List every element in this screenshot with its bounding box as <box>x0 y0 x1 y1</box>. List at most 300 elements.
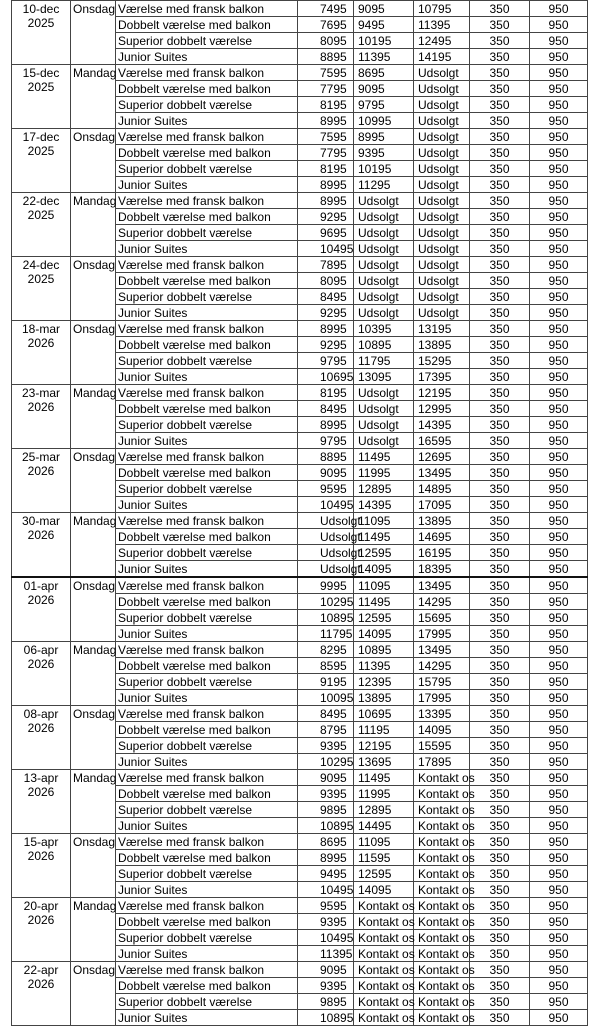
price-col-2: Udsolgt <box>354 385 414 401</box>
supplement-col-2: 950 <box>530 898 588 914</box>
price-col-3: 10795 <box>414 1 470 17</box>
supplement-col-2: 950 <box>530 33 588 49</box>
supplement-col-2: 950 <box>530 449 588 465</box>
price-col-1: 9995 <box>298 577 354 594</box>
supplement-col-1: 350 <box>470 337 530 353</box>
supplement-col-2: 950 <box>530 658 588 674</box>
departure-date: 23-mar <box>21 386 60 400</box>
departure-year: 2025 <box>27 144 55 158</box>
departure-date-cell <box>12 513 71 578</box>
price-col-3: 17395 <box>414 369 470 385</box>
price-col-3: Kontakt os <box>414 994 470 1010</box>
supplement-col-1: 350 <box>470 770 530 786</box>
room-type: Dobbelt værelse med balkon <box>116 337 298 353</box>
departure-date: 13-apr <box>23 771 59 785</box>
price-col-1: 9795 <box>298 353 354 369</box>
supplement-col-1: 350 <box>470 882 530 898</box>
supplement-col-1: 350 <box>470 225 530 241</box>
price-col-3: Kontakt os <box>414 850 470 866</box>
departure-date: 25-mar <box>21 450 60 464</box>
supplement-col-1: 350 <box>470 449 530 465</box>
price-col-1: 7595 <box>298 65 354 81</box>
price-col-1: 8095 <box>298 33 354 49</box>
supplement-col-1: 350 <box>470 481 530 497</box>
supplement-col-1: 350 <box>470 898 530 914</box>
supplement-col-2: 950 <box>530 642 588 658</box>
price-col-1: 10095 <box>298 690 354 706</box>
departure-date-cell <box>12 65 71 129</box>
room-type: Junior Suites <box>116 561 298 578</box>
supplement-col-2: 950 <box>530 802 588 818</box>
supplement-col-2: 950 <box>530 1 588 17</box>
price-col-2: Udsolgt <box>354 401 414 417</box>
price-col-1: 9395 <box>298 786 354 802</box>
price-col-2: 14095 <box>354 882 414 898</box>
supplement-col-2: 950 <box>530 754 588 770</box>
price-col-2: Kontakt os <box>354 946 414 962</box>
departure-weekday: Onsdag <box>71 962 116 1026</box>
supplement-col-1: 350 <box>470 930 530 946</box>
supplement-col-1: 350 <box>470 738 530 754</box>
departure-weekday: Mandag <box>71 193 116 257</box>
price-col-2: 12195 <box>354 738 414 754</box>
room-type: Værelse med fransk balkon <box>116 193 298 209</box>
departure-date-cell <box>12 321 71 385</box>
price-col-3: Kontakt os <box>414 786 470 802</box>
price-col-1: 8095 <box>298 273 354 289</box>
supplement-col-1: 350 <box>470 994 530 1010</box>
price-col-1: 10895 <box>298 1010 354 1026</box>
price-col-1: 9095 <box>298 465 354 481</box>
departure-year: 2025 <box>27 16 55 30</box>
room-type: Junior Suites <box>116 818 298 834</box>
price-col-2: Kontakt os <box>354 962 414 978</box>
supplement-col-1: 350 <box>470 49 530 65</box>
price-col-1: 9095 <box>298 962 354 978</box>
supplement-col-1: 350 <box>470 577 530 594</box>
price-col-3: 12495 <box>414 33 470 49</box>
price-col-3: Udsolgt <box>414 161 470 177</box>
supplement-col-2: 950 <box>530 369 588 385</box>
price-col-2: 12395 <box>354 674 414 690</box>
supplement-col-2: 950 <box>530 946 588 962</box>
departure-weekday: Onsdag <box>71 706 116 770</box>
room-type: Superior dobbelt værelse <box>116 994 298 1010</box>
supplement-col-2: 950 <box>530 433 588 449</box>
supplement-col-2: 950 <box>530 626 588 642</box>
room-type: Superior dobbelt værelse <box>116 930 298 946</box>
departure-date: 01-apr <box>23 579 59 593</box>
supplement-col-2: 950 <box>530 994 588 1010</box>
departure-weekday: Onsdag <box>71 449 116 513</box>
price-col-2: 11495 <box>354 770 414 786</box>
price-col-3: 15695 <box>414 610 470 626</box>
room-type: Dobbelt værelse med balkon <box>116 594 298 610</box>
price-col-1: 10295 <box>298 594 354 610</box>
supplement-col-2: 950 <box>530 417 588 433</box>
supplement-col-2: 950 <box>530 882 588 898</box>
price-col-1: 10495 <box>298 241 354 257</box>
price-col-2: 14095 <box>354 626 414 642</box>
room-type: Superior dobbelt værelse <box>116 353 298 369</box>
price-col-1: 8995 <box>298 177 354 193</box>
supplement-col-2: 950 <box>530 49 588 65</box>
price-col-1: 9395 <box>298 978 354 994</box>
price-col-2: 11395 <box>354 49 414 65</box>
supplement-col-1: 350 <box>470 257 530 273</box>
supplement-col-2: 950 <box>530 577 588 594</box>
room-type: Værelse med fransk balkon <box>116 65 298 81</box>
supplement-col-1: 350 <box>470 17 530 33</box>
price-col-1: 7495 <box>298 1 354 17</box>
room-type: Superior dobbelt værelse <box>116 33 298 49</box>
price-col-1: 8295 <box>298 642 354 658</box>
room-type: Dobbelt værelse med balkon <box>116 81 298 97</box>
room-type: Junior Suites <box>116 754 298 770</box>
supplement-col-2: 950 <box>530 978 588 994</box>
room-type: Værelse med fransk balkon <box>116 513 298 529</box>
room-type: Dobbelt værelse med balkon <box>116 209 298 225</box>
price-col-1: 7695 <box>298 17 354 33</box>
departure-year: 2026 <box>27 336 55 350</box>
price-col-2: 11395 <box>354 658 414 674</box>
departure-date-cell <box>12 642 71 706</box>
room-type: Dobbelt værelse med balkon <box>116 658 298 674</box>
room-type: Junior Suites <box>116 946 298 962</box>
price-col-2: 8995 <box>354 129 414 145</box>
departure-year: 2025 <box>27 80 55 94</box>
supplement-col-2: 950 <box>530 610 588 626</box>
supplement-col-2: 950 <box>530 321 588 337</box>
price-col-3: Udsolgt <box>414 225 470 241</box>
price-col-1: 8595 <box>298 658 354 674</box>
price-col-1: 9795 <box>298 433 354 449</box>
supplement-col-2: 950 <box>530 786 588 802</box>
supplement-col-1: 350 <box>470 465 530 481</box>
price-col-3: 11395 <box>414 17 470 33</box>
supplement-col-1: 350 <box>470 401 530 417</box>
supplement-col-2: 950 <box>530 305 588 321</box>
price-col-1: 8195 <box>298 161 354 177</box>
departure-date: 17-dec <box>22 130 60 144</box>
supplement-col-2: 950 <box>530 706 588 722</box>
departure-date-cell <box>12 962 71 1026</box>
room-type: Dobbelt værelse med balkon <box>116 465 298 481</box>
supplement-col-1: 350 <box>470 978 530 994</box>
table-row <box>12 642 588 658</box>
price-col-2: 10395 <box>354 321 414 337</box>
price-col-1: 10495 <box>298 882 354 898</box>
price-col-2: 11795 <box>354 353 414 369</box>
table-row <box>12 321 588 337</box>
supplement-col-2: 950 <box>530 289 588 305</box>
price-col-2: Udsolgt <box>354 305 414 321</box>
price-col-2: Udsolgt <box>354 273 414 289</box>
departure-date-cell <box>12 770 71 834</box>
supplement-col-1: 350 <box>470 321 530 337</box>
room-type: Junior Suites <box>116 241 298 257</box>
supplement-col-1: 350 <box>470 433 530 449</box>
price-col-3: Udsolgt <box>414 241 470 257</box>
supplement-col-1: 350 <box>470 33 530 49</box>
price-col-1: 8495 <box>298 289 354 305</box>
departure-date-cell <box>12 129 71 193</box>
price-col-1: 9295 <box>298 337 354 353</box>
price-col-1: 8995 <box>298 850 354 866</box>
supplement-col-2: 950 <box>530 561 588 578</box>
price-col-2: Kontakt os <box>354 898 414 914</box>
price-col-3: Kontakt os <box>414 818 470 834</box>
price-col-1: 11395 <box>298 946 354 962</box>
room-type: Værelse med fransk balkon <box>116 706 298 722</box>
price-col-2: Kontakt os <box>354 994 414 1010</box>
price-col-2: Udsolgt <box>354 289 414 305</box>
price-col-2: Udsolgt <box>354 241 414 257</box>
price-col-1: 8895 <box>298 449 354 465</box>
supplement-col-1: 350 <box>470 545 530 561</box>
room-type: Dobbelt værelse med balkon <box>116 529 298 545</box>
departure-year: 2026 <box>27 849 55 863</box>
price-col-3: 16595 <box>414 433 470 449</box>
supplement-col-1: 350 <box>470 81 530 97</box>
departure-date: 15-dec <box>22 66 60 80</box>
price-col-2: 10195 <box>354 33 414 49</box>
table-row <box>12 770 588 786</box>
departure-date: 20-apr <box>23 899 59 913</box>
price-col-3: Udsolgt <box>414 289 470 305</box>
departure-weekday: Mandag <box>71 770 116 834</box>
price-col-2: 11495 <box>354 449 414 465</box>
supplement-col-1: 350 <box>470 305 530 321</box>
room-type: Dobbelt værelse med balkon <box>116 401 298 417</box>
price-col-2: 13095 <box>354 369 414 385</box>
price-col-2: Udsolgt <box>354 417 414 433</box>
price-col-1: 11795 <box>298 626 354 642</box>
supplement-col-2: 950 <box>530 177 588 193</box>
price-col-3: Kontakt os <box>414 882 470 898</box>
table-row <box>12 385 588 401</box>
supplement-col-2: 950 <box>530 241 588 257</box>
price-col-2: 12895 <box>354 481 414 497</box>
price-col-3: Udsolgt <box>414 97 470 113</box>
price-col-2: Udsolgt <box>354 257 414 273</box>
price-col-1: 8895 <box>298 49 354 65</box>
price-col-3: 13895 <box>414 513 470 529</box>
supplement-col-1: 350 <box>470 1010 530 1026</box>
supplement-col-2: 950 <box>530 850 588 866</box>
price-col-2: 9395 <box>354 145 414 161</box>
table-row <box>12 193 588 209</box>
supplement-col-2: 950 <box>530 65 588 81</box>
price-col-1: 7895 <box>298 257 354 273</box>
departure-year: 2026 <box>27 721 55 735</box>
departure-date: 08-apr <box>23 707 59 721</box>
room-type: Superior dobbelt værelse <box>116 417 298 433</box>
departure-date: 15-apr <box>23 835 59 849</box>
room-type: Dobbelt værelse med balkon <box>116 17 298 33</box>
price-col-1: 8995 <box>298 321 354 337</box>
price-col-1: 9895 <box>298 994 354 1010</box>
departure-weekday: Mandag <box>71 65 116 129</box>
supplement-col-1: 350 <box>470 850 530 866</box>
price-col-2: 14495 <box>354 818 414 834</box>
price-col-1: 8995 <box>298 193 354 209</box>
price-col-3: Udsolgt <box>414 257 470 273</box>
room-type: Dobbelt værelse med balkon <box>116 850 298 866</box>
price-col-1: 10695 <box>298 369 354 385</box>
price-col-3: 17995 <box>414 690 470 706</box>
price-col-3: Udsolgt <box>414 177 470 193</box>
price-col-3: Kontakt os <box>414 914 470 930</box>
supplement-col-2: 950 <box>530 161 588 177</box>
price-col-3: Udsolgt <box>414 193 470 209</box>
room-type: Junior Suites <box>116 49 298 65</box>
supplement-col-2: 950 <box>530 225 588 241</box>
supplement-col-2: 950 <box>530 145 588 161</box>
price-col-2: 11495 <box>354 594 414 610</box>
price-col-1: 9195 <box>298 674 354 690</box>
departure-date-cell <box>12 1 71 65</box>
price-col-2: 11095 <box>354 577 414 594</box>
price-col-3: 12995 <box>414 401 470 417</box>
supplement-col-2: 950 <box>530 738 588 754</box>
supplement-col-2: 950 <box>530 465 588 481</box>
price-col-2: 11995 <box>354 786 414 802</box>
supplement-col-2: 950 <box>530 353 588 369</box>
price-col-1: 8195 <box>298 97 354 113</box>
price-col-2: 11095 <box>354 834 414 850</box>
table-row <box>12 1 588 17</box>
price-col-2: 10895 <box>354 337 414 353</box>
supplement-col-1: 350 <box>470 161 530 177</box>
departure-weekday: Onsdag <box>71 1 116 65</box>
price-col-3: 15795 <box>414 674 470 690</box>
supplement-col-1: 350 <box>470 690 530 706</box>
price-col-3: 17095 <box>414 497 470 513</box>
room-type: Værelse med fransk balkon <box>116 834 298 850</box>
supplement-col-1: 350 <box>470 561 530 578</box>
supplement-col-2: 950 <box>530 690 588 706</box>
departure-weekday: Onsdag <box>71 321 116 385</box>
departure-date: 06-apr <box>23 643 59 657</box>
price-col-3: 13495 <box>414 577 470 594</box>
price-col-2: Udsolgt <box>354 225 414 241</box>
price-col-1: 8995 <box>298 113 354 129</box>
room-type: Dobbelt værelse med balkon <box>116 978 298 994</box>
departure-weekday: Mandag <box>71 513 116 578</box>
price-col-3: Kontakt os <box>414 834 470 850</box>
price-col-1: 8695 <box>298 834 354 850</box>
price-col-3: 14295 <box>414 658 470 674</box>
price-col-1: 9695 <box>298 225 354 241</box>
supplement-col-1: 350 <box>470 946 530 962</box>
room-type: Junior Suites <box>116 1010 298 1026</box>
departure-date: 10-dec <box>22 2 60 16</box>
room-type: Værelse med fransk balkon <box>116 898 298 914</box>
room-type: Junior Suites <box>116 113 298 129</box>
supplement-col-2: 950 <box>530 257 588 273</box>
supplement-col-1: 350 <box>470 594 530 610</box>
price-col-3: 14095 <box>414 722 470 738</box>
departure-weekday: Onsdag <box>71 577 116 642</box>
price-col-2: 14395 <box>354 497 414 513</box>
table-row <box>12 449 588 465</box>
departure-weekday: Onsdag <box>71 129 116 193</box>
supplement-col-1: 350 <box>470 353 530 369</box>
supplement-col-1: 350 <box>470 289 530 305</box>
price-col-3: 13495 <box>414 642 470 658</box>
price-col-2: 10695 <box>354 706 414 722</box>
price-col-1: 9595 <box>298 481 354 497</box>
price-col-2: Udsolgt <box>354 433 414 449</box>
price-col-1: 7795 <box>298 81 354 97</box>
supplement-col-2: 950 <box>530 866 588 882</box>
supplement-col-2: 950 <box>530 273 588 289</box>
room-type: Junior Suites <box>116 882 298 898</box>
departure-date: 30-mar <box>21 514 60 528</box>
price-col-2: 9495 <box>354 17 414 33</box>
room-type: Superior dobbelt værelse <box>116 545 298 561</box>
price-col-1: Udsolgt <box>298 561 354 578</box>
table-row <box>12 129 588 145</box>
supplement-col-2: 950 <box>530 401 588 417</box>
supplement-col-2: 950 <box>530 193 588 209</box>
supplement-col-1: 350 <box>470 914 530 930</box>
room-type: Værelse med fransk balkon <box>116 577 298 594</box>
room-type: Superior dobbelt værelse <box>116 481 298 497</box>
supplement-col-1: 350 <box>470 241 530 257</box>
price-col-3: Udsolgt <box>414 129 470 145</box>
price-col-3: Udsolgt <box>414 305 470 321</box>
departure-year: 2026 <box>27 528 55 542</box>
departure-date: 22-dec <box>22 194 60 208</box>
price-col-1: 9395 <box>298 914 354 930</box>
price-col-2: 11495 <box>354 529 414 545</box>
departure-date-cell <box>12 706 71 770</box>
supplement-col-1: 350 <box>470 385 530 401</box>
room-type: Værelse med fransk balkon <box>116 321 298 337</box>
price-col-2: 9095 <box>354 81 414 97</box>
price-col-1: 10895 <box>298 818 354 834</box>
price-col-3: 15295 <box>414 353 470 369</box>
supplement-col-1: 350 <box>470 529 530 545</box>
room-type: Junior Suites <box>116 369 298 385</box>
room-type: Junior Suites <box>116 177 298 193</box>
price-col-2: 11195 <box>354 722 414 738</box>
departure-date-cell <box>12 834 71 898</box>
room-type: Dobbelt værelse med balkon <box>116 145 298 161</box>
departure-year: 2026 <box>27 464 55 478</box>
departure-year: 2026 <box>27 913 55 927</box>
supplement-col-2: 950 <box>530 513 588 529</box>
room-type: Superior dobbelt værelse <box>116 802 298 818</box>
price-col-2: 11995 <box>354 465 414 481</box>
price-col-2: Udsolgt <box>354 193 414 209</box>
supplement-col-2: 950 <box>530 674 588 690</box>
room-type: Superior dobbelt værelse <box>116 161 298 177</box>
supplement-col-2: 950 <box>530 481 588 497</box>
price-col-2: 13695 <box>354 754 414 770</box>
supplement-col-2: 950 <box>530 17 588 33</box>
supplement-col-1: 350 <box>470 97 530 113</box>
supplement-col-2: 950 <box>530 209 588 225</box>
price-col-2: 12595 <box>354 545 414 561</box>
supplement-col-2: 950 <box>530 529 588 545</box>
supplement-col-2: 950 <box>530 1010 588 1026</box>
price-col-2: 9095 <box>354 1 414 17</box>
supplement-col-1: 350 <box>470 834 530 850</box>
departure-year: 2026 <box>27 657 55 671</box>
